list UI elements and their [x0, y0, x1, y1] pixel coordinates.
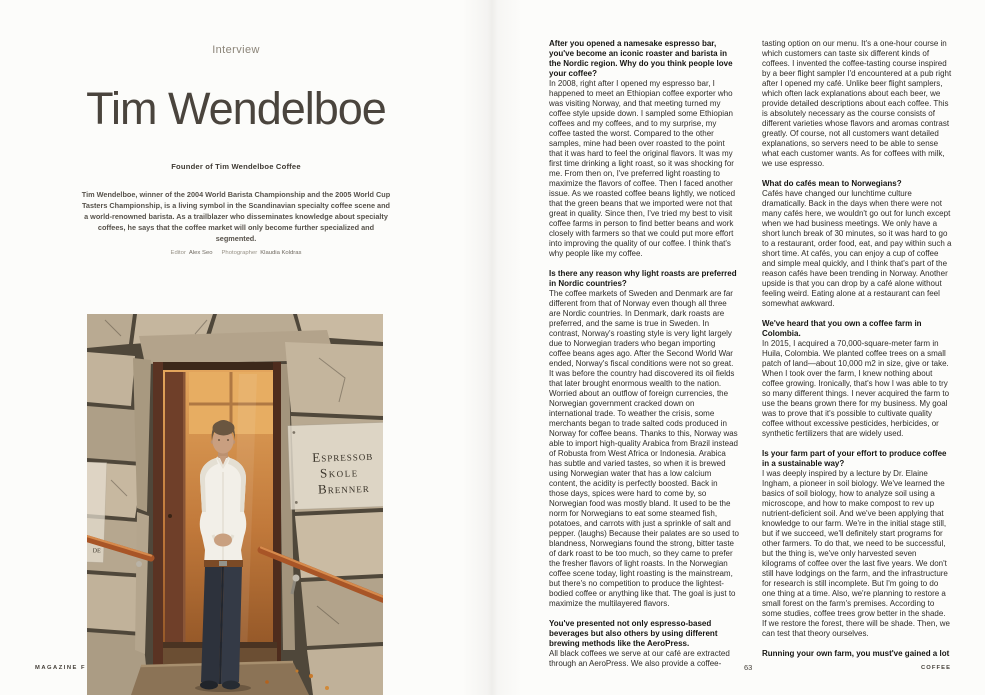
magazine-brand: MAGAZINE F — [35, 665, 87, 671]
door-handle — [168, 514, 172, 518]
photo-illustration — [87, 314, 383, 695]
interview-question: Running your own farm, you must've gained a lot — [762, 649, 950, 658]
interview-question: After you opened a namesake espresso bar, you've become an iconic roaster and barista in the Nordic region. Why do you think people love your coffee? — [549, 39, 733, 78]
interview-answer: All black coffees we serve at our café are extracted through an AeroPress. We also provide a coffee- — [549, 649, 730, 668]
editor-name: Alex Seo — [188, 250, 213, 256]
spread-gutter-shadow — [462, 0, 522, 695]
belt-buckle — [219, 561, 227, 566]
interview-column-1 — [549, 39, 739, 669]
interview-question: Is your farm part of your effort to produce coffee in a sustainable way? — [762, 449, 947, 468]
fallen-leaf — [265, 680, 269, 684]
fallen-leaf — [309, 674, 313, 678]
open-door-panel — [165, 372, 185, 654]
interview-answer: tasting option on our menu. It's a one-hour course in which customers can taste six different kinds of coffees. I invented the coffee-tasting course inspired by a beer flight sampler I'd encountered at a pub right after I opened my café. Unlike beer flight samplers, which often lack explanations about each beer, we provide detailed descriptions about each coffee. This is absolutely necessary as the course consists of different varieties whose flavors and aromas contrast greatly. Of course, not all customers want detailed explanations, so servers need to be able to sense what each customer wants. As for coffees with milk, we use espresso. — [762, 39, 952, 168]
shop-sign-line-1: Espressob — [312, 447, 374, 465]
interview-answer: Cafés have changed our lunchtime culture dramatically. Back in the days when there were not many cafés here, we wouldn't go out for lunch except when we had business meetings. We only have a short lunch break of 30 minutes, so it was hard to go to a restaurant, order food, eat, and pay within such a short time. At cafés, you can enjoy a cup of coffee and simple meal quickly, and I think that's part of the reason cafés have been trending in Norway. Another upside is that you can drop by a café alone without feeling weird. Eating alone at a restaurant can feel somewhat awkward. — [762, 189, 952, 308]
interview-answer: I was deeply inspired by a lecture by Dr. Elaine Ingham, a pioneer in soil biology. We've learned the basics of soil biology, how to analyze soil using a microscope, and how to make compost to rev up nutrient-deficient soil. And we've been applying that knowledge to our farm. We're in the initial stage still, but if we succeed, we'll definitely start programs for other farmers. To do that, we need to be successful, but the thing is, we've only harvested seven kilograms of coffee over the last five years. We don't still have lodgings on the farm, and the infrastructure for research is still incomplete. But I'm going to do one thing at a time. Also, we're planning to restore a small forest on the farm's premises. According to some studies, coffee trees grow better in the shade. If we restore the forest, there will be shade. Then, we can test that theory ourselves. — [762, 469, 950, 638]
shop-sign-line-2: Skole — [319, 464, 359, 481]
left-sign-text-fragment: de — [92, 544, 101, 555]
clasped-hands — [214, 534, 232, 547]
interview-column-2 — [762, 39, 952, 659]
credits-line — [86, 250, 386, 256]
section-kicker: Interview — [212, 44, 260, 56]
shoe — [200, 681, 218, 690]
intro-paragraph: Tim Wendelboe, winner of the 2004 World Barista Championship and the 2005 World Cup Tasters Championship, is a living symbol in the Scandinavian specialty coffee scene and a world-renowned barista. As a trailblazer who disseminates knowledge about specialty coffees, he says that the coffee market will only become further specialized and segmented. — [81, 190, 391, 243]
fallen-leaf — [325, 686, 329, 690]
editor-label: Editor — [170, 250, 186, 256]
interview-question: What do cafés mean to Norwegians? — [762, 179, 902, 188]
interview-question: We've heard that you own a coffee farm in Colombia. — [762, 319, 922, 338]
interview-photo — [87, 314, 383, 695]
interview-answer: The coffee markets of Sweden and Denmark are far different from that of Norway even though all three are Nordic countries. In Denmark, dark roasts are preferred, and the same is true in Sweden. In contrast, Norway's roasting style is very light largely due to Norwegian traders who began importing coffee beans ages ago. After the Second World War ended, Norway's fiscal conditions were not so great. It was before the country had discovered its oil fields that later brought enormous wealth to the nation. Worried about an outflow of foreign currencies, the Norwegian government cracked down on international trade. To weather the crisis, some merchants began to trade salted cods produced in Norway for coffee beans. Thanks to this, Norway was able to import high-quality Arabica from Brazil instead of Robusta from West Africa or Indonesia. Arabica has subtle and varied tastes, so when it is brewed using Norwegian water that has a low calcium content, the acidity is perfectly boosted. Back in those days, spices were hard to come by, so Norwegian food was mostly bland. It used to be the norm for Norwegians to eat some steamed fish, potatoes, and carrots with just a sprinkle of salt and pepper. (laughs) Because their palates are so used to blandness, Norwegians found the strong, bitter taste of dark roast to be too much, so they came to prefer the fresher flavors of light roasts. In the Norwegian coffee scene today, light roasting is the mainstream, but there's no competition to produce the lightest-bodied coffee or anything like that. The goal is just to maximize the multilayered flavors. — [549, 289, 739, 608]
photographer-label: Photographer — [221, 250, 258, 256]
interview-question: Is there any reason why light roasts are preferred in Nordic countries? — [549, 269, 737, 288]
interview-answer: In 2015, I acquired a 70,000-square-meter farm in Huila, Colombia. We planted coffee trees on a small patch of land—about 10,000 m2 in size, give or take. When I took over the farm, I knew nothing about coffee growing. Ironically, that's how I was able to try so many different things. I never acquired the farm to use the beans grown there for my business. My goal was to prove that it's possible to cultivate quality coffee without excessive pesticides, herbicides, or synthetic fertilizers that are widely used. — [762, 339, 950, 438]
page-title: Tim Wendelboe — [86, 83, 386, 134]
interviewee-role: Founder of Tim Wendelboe Coffee — [171, 162, 301, 171]
handrail-bracket — [293, 575, 300, 582]
shop-sign-line-3: Brenner — [317, 479, 370, 497]
shop-sign — [288, 422, 383, 510]
fallen-leaf — [296, 670, 299, 673]
interview-answer: In 2008, right after I opened my espresso bar, I happened to meet an Ethiopian coffee exporter who was visiting Norway, and that meeting turned my coffee style upside down. I sampled some Ethiopian coffees and my coffees, and to my surprise, my coffee tasted the worst. Compared to the other samples, mine had been over roasted to the point that it was hard to feel the original flavors. It was my first time drinking a light roast, so it was shocking for me. From then on, I've preferred light roasting to maximize the flavors of coffee. Then I faced another issue. As we roasted coffee beans lightly, we noticed that the green beans that we imported were not that great in quality. Since then, I've tried my best to visit coffee farms in person to find better beans and work closely with farmers so that we could put more effort into improving the quality of our coffee. I think that's why people like my coffee. — [549, 79, 736, 258]
issue-title: COFFEE — [921, 665, 952, 671]
page-number: 63 — [744, 663, 753, 672]
interview-question: You've presented not only espresso-based beverages but also others by using different brewing methods like the AeroPress. — [549, 619, 718, 648]
shoe — [222, 681, 240, 690]
photographer-name: Klaudia Koldras — [260, 250, 302, 256]
